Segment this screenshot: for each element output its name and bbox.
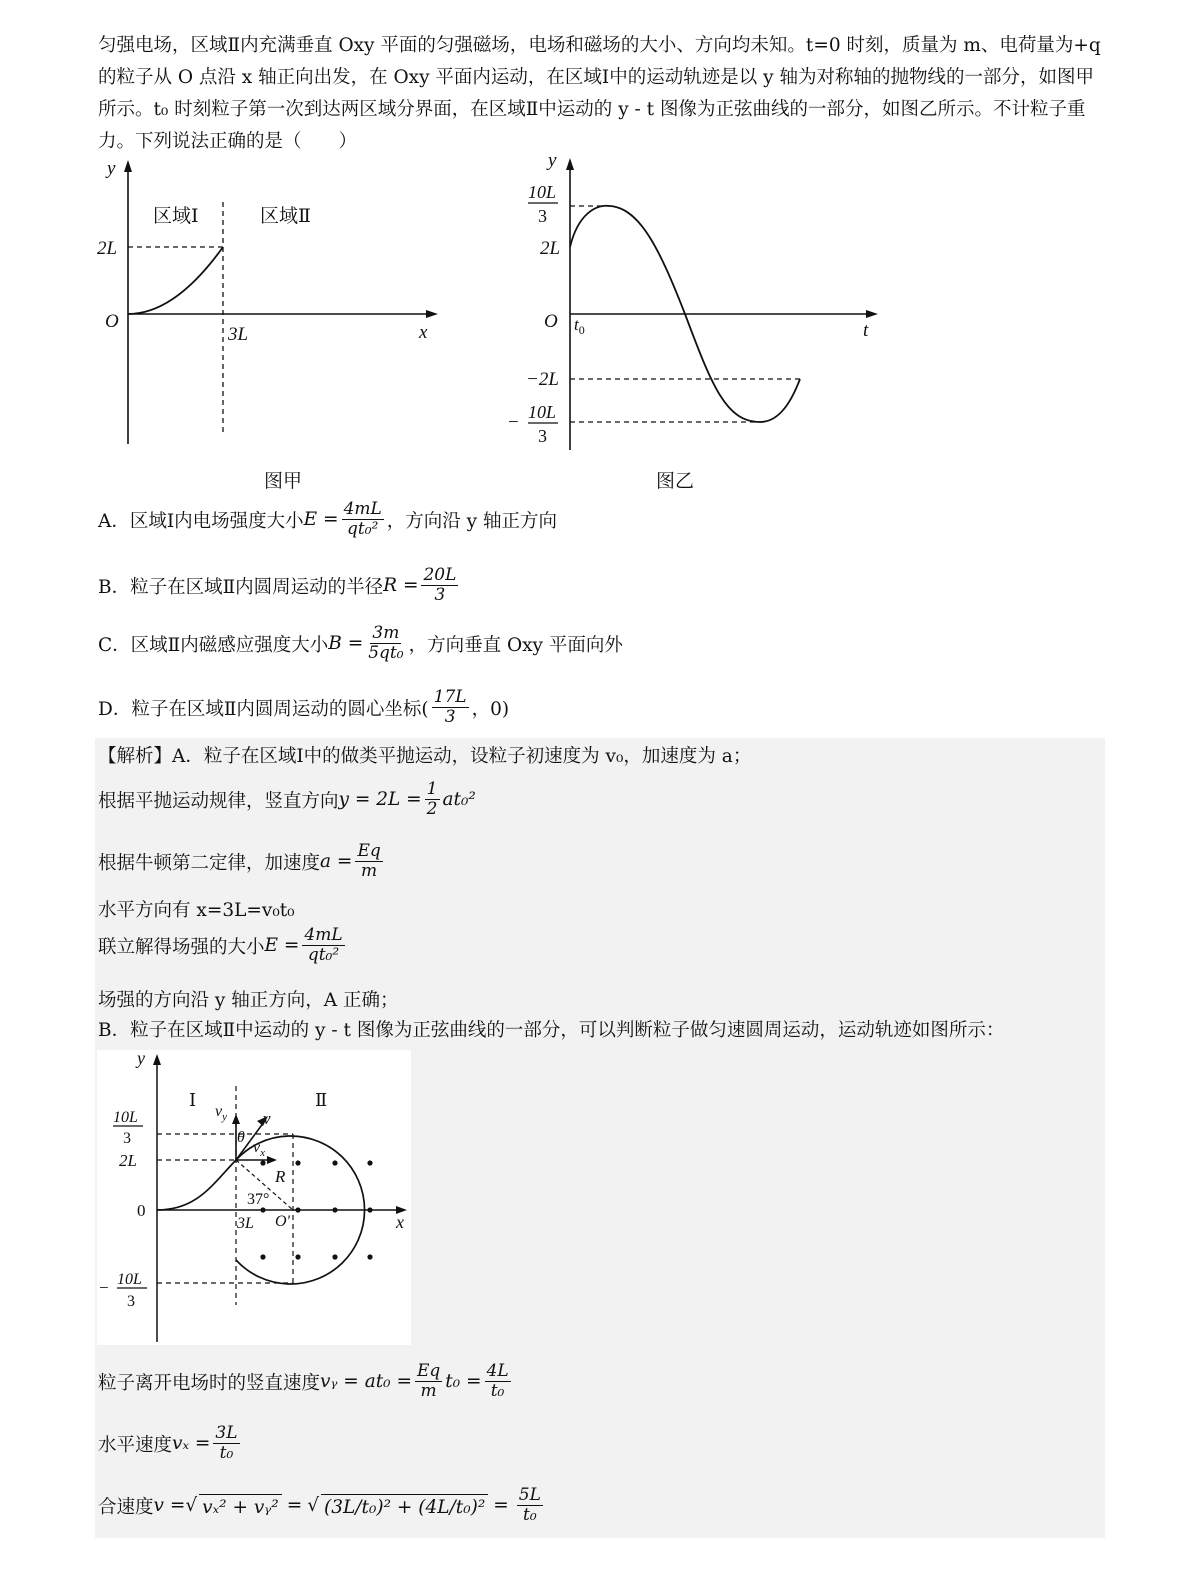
y-label: y <box>137 1050 145 1068</box>
origin-label: O <box>105 311 119 332</box>
tick-2L: 2L <box>119 1151 137 1170</box>
figure-jia <box>95 152 440 452</box>
y-label: y <box>107 158 116 179</box>
tick-10L3-num: 10L <box>113 1109 138 1126</box>
y-tick-2L: 2L <box>540 238 561 259</box>
x-label: x <box>419 322 428 343</box>
figure-yi <box>500 150 885 455</box>
x-label: x <box>396 1212 404 1232</box>
x-tick-3L: 3L <box>237 1215 254 1232</box>
y-label: y <box>548 150 557 171</box>
R-label: R <box>275 1167 286 1186</box>
option-b: B．粒子在区域Ⅱ内圆周运动的半径 R = $\frac{20L}{3}$ <box>98 565 457 605</box>
y-axis-arrow <box>124 160 132 172</box>
solution-line-10: 合速度 v = √ vₓ² + vᵧ² = √ (3L/t₀)² + (4L/t₀)² = $\frac{5L}{\text{t₀}}$ <box>98 1485 541 1525</box>
solution-figure <box>97 1050 411 1345</box>
solution-line-3: 根据牛顿第二定律，加速度 a = $\frac{Eq}{m}$ <box>98 841 381 881</box>
x-tick-3L: 3L <box>228 324 249 345</box>
caption-jia: 图甲 <box>264 470 303 492</box>
v-label: v <box>263 1109 271 1128</box>
solution-line-8: 粒子离开电场时的竖直速度 vᵧ = at₀ = $\frac{Eq}{m}$ t₀ = $\frac{4L}{\text{t₀}}$ <box>98 1361 509 1401</box>
theta-label: θ <box>237 1129 245 1146</box>
solution-line-6: 场强的方向沿 y 轴正方向，A 正确； <box>98 990 399 1011</box>
region-1-label: 区域Ⅰ <box>153 206 199 227</box>
t-axis-arrow <box>866 310 878 318</box>
y-axis-arrow <box>153 1054 161 1065</box>
y-tick-neg2L: −2L <box>526 369 559 390</box>
region-2-label: 区域Ⅱ <box>260 206 311 227</box>
y-tick-10L3-num: 10L <box>528 182 557 202</box>
parabola-trajectory <box>128 247 223 314</box>
vy-label: $v_y$ <box>215 1103 227 1123</box>
y-tick-2L: 2L <box>97 238 118 259</box>
tick-10L3-den: 3 <box>123 1130 131 1147</box>
region-2-label: Ⅱ <box>315 1090 328 1110</box>
solution-line-1: 【解析】A．粒子在区域Ⅰ中的做类平抛运动，设粒子初速度为 v₀，加速度为 a； <box>98 746 752 767</box>
solution-line-4: 水平方向有 x=3L=v₀t₀ <box>98 900 295 921</box>
option-c: C．区域Ⅱ内磁感应强度大小 B = $\frac{3m}{\text{5qt₀}}$ ，方向垂直 Oxy 平面向外 <box>98 623 623 663</box>
t-label: t <box>863 320 869 341</box>
parabola-trajectory <box>157 1160 236 1210</box>
y-axis-arrow <box>566 158 574 170</box>
origin-label: 0 <box>137 1201 146 1220</box>
solution-line-2: 根据平抛运动规律，竖直方向 y = 2L = $\frac{1}{2}$ at₀² <box>98 779 476 819</box>
question-stem: 匀强电场，区域Ⅱ内充满垂直 Oxy 平面的匀强磁场，电场和磁场的大小、方向均未知。t=0 时刻，质量为 m、电荷量为+q 的粒子从 O 点沿 x 轴正向出发，在 Oxy 平面内运动，在区域Ⅰ中的运动轨迹是以 y 轴为对称轴的抛物线的一部分，如图甲所示。t₀ 时刻粒子第一次到达两区域分界面，在区域Ⅱ中运动的 y - t 图像为正弦曲线的一部分，如图乙所示。不计粒子重力。下列说法正确的是（ ） <box>98 35 1101 152</box>
origin-label: O <box>544 311 558 332</box>
solution-line-7: B．粒子在区域Ⅱ中运动的 y - t 图像为正弦曲线的一部分，可以判断粒子做匀速圆周运动，运动轨迹如图所示： <box>98 1020 1005 1041</box>
tick-neg-sign: − <box>99 1278 109 1297</box>
tick-neg-den: 3 <box>127 1293 135 1310</box>
angle-label: 37° <box>247 1191 270 1208</box>
y-tick-10L3-den: 3 <box>538 206 547 226</box>
y-tick-neg10L3-den: 3 <box>538 426 547 446</box>
solution-line-9: 水平速度 vₓ = $\frac{3L}{\text{t₀}}$ <box>98 1423 238 1463</box>
y-tick-neg10L3-num: 10L <box>528 402 557 422</box>
caption-yi: 图乙 <box>656 470 695 492</box>
option-d: D．粒子在区域Ⅱ内圆周运动的圆心坐标( $\frac{17L}{3}$ ，0) <box>98 687 510 727</box>
t0-label: $t_0$ <box>574 315 585 337</box>
vx-label: $v_x$ <box>253 1139 265 1159</box>
center-label: O' <box>275 1213 290 1230</box>
solution-line-5: 联立解得场强的大小 E = $\frac{4mL}{\text{qt₀²}}$ <box>98 925 343 965</box>
x-axis-arrow <box>426 310 438 318</box>
y-tick-neg10L3-sign: − <box>508 412 519 433</box>
region-1-label: Ⅰ <box>189 1090 197 1110</box>
option-a: A．区域Ⅰ内电场强度大小 E = $\frac{4mL}{\text{qt₀²}}$ ，方向沿 y 轴正方向 <box>98 499 558 539</box>
tick-neg-num: 10L <box>117 1271 142 1288</box>
